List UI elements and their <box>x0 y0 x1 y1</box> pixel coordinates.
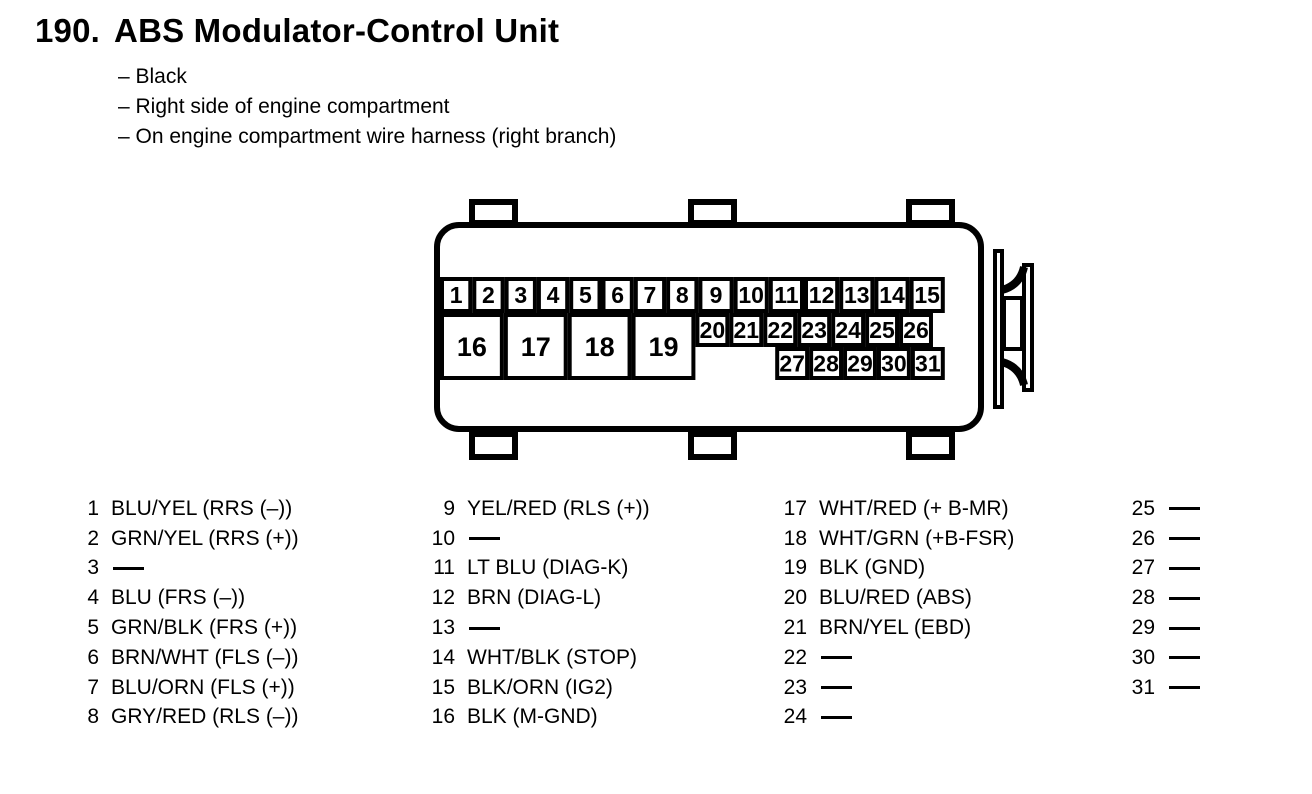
tab-bottom-left <box>472 434 515 457</box>
no-connection-dash <box>113 567 144 570</box>
legend-entry-3 <box>69 554 299 584</box>
no-connection-dash <box>1169 537 1200 540</box>
tab-bottom-center <box>691 434 734 457</box>
legend-entry-12 <box>425 583 650 613</box>
legend-wire-label: BLK (GND) <box>819 556 926 580</box>
no-connection-dash <box>1169 656 1200 659</box>
no-connection-dash <box>821 686 852 689</box>
legend-wire-label: LT BLU (DIAG-K) <box>467 556 629 580</box>
legend-entry-5 <box>69 613 299 643</box>
legend-entry-13 <box>425 613 650 643</box>
legend-wire-label: BLU/YEL (RRS (–)) <box>111 496 293 520</box>
legend-pin-number: 18 <box>783 526 807 550</box>
legend-pin-number: 28 <box>1131 586 1155 610</box>
legend-wire-label: GRN/YEL (RRS (+)) <box>111 526 299 550</box>
legend-entry-28 <box>1125 583 1200 613</box>
no-connection-dash <box>469 627 500 630</box>
note-line: – On engine compartment wire harness (right branch) <box>118 125 617 148</box>
legend-wire-label: WHT/BLK (STOP) <box>467 645 637 669</box>
no-connection-dash <box>821 656 852 659</box>
pin-number-4: 4 <box>546 282 560 308</box>
legend-entry-20 <box>777 583 1014 613</box>
pin-number-14: 14 <box>879 282 905 308</box>
legend-entry-7 <box>69 673 299 703</box>
legend-pin-number: 16 <box>431 705 455 729</box>
clip-hook-top <box>1002 267 1024 290</box>
legend-column-1 <box>69 494 299 732</box>
legend-wire-label: BRN (DIAG-L) <box>467 586 602 610</box>
pin-number-10: 10 <box>738 282 764 308</box>
pin-number-12: 12 <box>808 282 835 308</box>
legend-pin-number: 19 <box>783 556 807 580</box>
legend-pin-number: 29 <box>1131 616 1155 640</box>
pin-number-3: 3 <box>514 282 528 308</box>
pin-number-21: 21 <box>733 317 760 343</box>
pin-number-20: 20 <box>699 317 726 343</box>
legend-pin-number: 24 <box>783 705 807 729</box>
legend-pin-number: 3 <box>87 556 99 580</box>
legend-entry-9 <box>425 494 650 524</box>
no-connection-dash <box>1169 597 1200 600</box>
legend-pin-number: 23 <box>783 675 807 699</box>
note-line: – Black <box>118 65 187 88</box>
connector-side-clip <box>995 251 1032 407</box>
legend-wire-label: BRN/YEL (EBD) <box>819 616 972 640</box>
legend-pin-number: 6 <box>87 645 99 669</box>
legend-entry-16 <box>425 703 650 733</box>
no-connection-dash <box>1169 507 1200 510</box>
pin-number-31: 31 <box>915 350 941 377</box>
legend-entry-26 <box>1125 524 1200 554</box>
pin-number-30: 30 <box>881 350 907 377</box>
pin-number-19: 19 <box>648 332 679 362</box>
legend-wire-label: WHT/RED (+ B-MR) <box>819 496 1009 520</box>
legend-pin-number: 31 <box>1131 675 1155 699</box>
legend-wire-label: BRN/WHT (FLS (–)) <box>111 645 299 669</box>
pin-number-2: 2 <box>482 282 495 308</box>
pin-number-22: 22 <box>767 317 794 343</box>
pin-number-15: 15 <box>914 282 940 308</box>
legend-pin-number: 10 <box>431 526 455 550</box>
no-connection-dash <box>1169 627 1200 630</box>
tab-bottom-right <box>909 434 952 457</box>
legend-entry-31 <box>1125 673 1200 703</box>
legend-wire-label: BLU/RED (ABS) <box>819 586 972 610</box>
location-notes <box>118 62 616 152</box>
legend-entry-8 <box>69 703 299 733</box>
legend-entry-1 <box>69 494 299 524</box>
legend-wire-label: BLK/ORN (IG2) <box>467 675 613 699</box>
clip-latch <box>1004 298 1022 349</box>
connector-diagram <box>420 190 1060 480</box>
legend-pin-number: 9 <box>443 496 455 520</box>
pin-number-17: 17 <box>520 332 551 362</box>
pin-number-6: 6 <box>611 282 625 308</box>
pin-number-11: 11 <box>774 282 799 308</box>
no-connection-dash <box>1169 567 1200 570</box>
legend-wire-label: GRY/RED (RLS (–)) <box>111 705 299 729</box>
legend-pin-number: 21 <box>783 616 807 640</box>
legend-pin-number: 13 <box>431 616 455 640</box>
tab-top-center <box>691 202 734 223</box>
clip-rail <box>995 251 1002 407</box>
pin-number-29: 29 <box>847 350 873 377</box>
title-text: ABS Modulator-Control Unit <box>114 12 560 49</box>
pin-number-9: 9 <box>709 282 723 308</box>
legend-entry-29 <box>1125 613 1200 643</box>
legend-entry-6 <box>69 643 299 673</box>
clip-hook-bottom <box>1002 362 1024 385</box>
legend-pin-number: 17 <box>783 496 807 520</box>
legend-entry-23 <box>777 673 1014 703</box>
legend-entry-14 <box>425 643 650 673</box>
legend-pin-number: 1 <box>87 496 99 520</box>
pin-number-8: 8 <box>675 282 689 308</box>
legend-pin-number: 26 <box>1131 526 1155 550</box>
legend-wire-label: BLK (M-GND) <box>467 705 598 729</box>
note-line: – Right side of engine compartment <box>118 95 450 118</box>
legend-pin-number: 11 <box>433 556 455 580</box>
legend-entry-18 <box>777 524 1014 554</box>
legend-pin-number: 30 <box>1131 645 1155 669</box>
pin-grid <box>442 279 943 378</box>
legend-entry-30 <box>1125 643 1200 673</box>
legend-column-2 <box>425 494 650 732</box>
pin-number-7: 7 <box>643 282 657 308</box>
no-connection-dash <box>1169 686 1200 689</box>
pin-number-13: 13 <box>844 282 870 308</box>
tab-top-left <box>472 202 515 223</box>
legend-entry-27 <box>1125 554 1200 584</box>
pin-number-27: 27 <box>779 350 805 377</box>
legend-pin-number: 20 <box>783 586 807 610</box>
clip-arm <box>1024 265 1032 390</box>
legend-wire-label: YEL/RED (RLS (+)) <box>467 496 650 520</box>
pin-number-18: 18 <box>584 332 615 362</box>
pin-number-26: 26 <box>903 317 929 343</box>
pin-number-28: 28 <box>813 350 839 377</box>
legend-entry-4 <box>69 583 299 613</box>
legend-pin-number: 14 <box>431 645 455 669</box>
legend-wire-label: WHT/GRN (+B-FSR) <box>819 526 1015 550</box>
legend-column-4 <box>1125 494 1200 703</box>
legend-pin-number: 2 <box>87 526 99 550</box>
legend-entry-10 <box>425 524 650 554</box>
pin-number-24: 24 <box>835 317 861 343</box>
pin-number-16: 16 <box>456 332 487 362</box>
legend-pin-number: 25 <box>1131 496 1155 520</box>
legend-entry-2 <box>69 524 299 554</box>
no-connection-dash <box>821 716 852 719</box>
legend-pin-number: 5 <box>87 616 99 640</box>
pin-number-23: 23 <box>801 317 827 343</box>
legend-wire-label: BLU (FRS (–)) <box>111 586 246 610</box>
legend-pin-number: 7 <box>87 675 99 699</box>
legend-entry-11 <box>425 554 650 584</box>
pin-number-1: 1 <box>449 282 463 308</box>
legend-wire-label: BLU/ORN (FLS (+)) <box>111 675 295 699</box>
legend-entry-24 <box>777 703 1014 733</box>
legend-entry-25 <box>1125 494 1200 524</box>
tab-top-right <box>909 202 952 223</box>
legend-pin-number: 8 <box>87 705 99 729</box>
legend-pin-number: 27 <box>1131 556 1155 580</box>
legend-pin-number: 15 <box>431 675 455 699</box>
legend-column-3 <box>777 494 1014 732</box>
legend-entry-21 <box>777 613 1014 643</box>
page-title <box>35 12 559 50</box>
legend-pin-number: 4 <box>87 586 99 610</box>
legend-entry-19 <box>777 554 1014 584</box>
legend-pin-number: 12 <box>431 586 455 610</box>
legend-entry-17 <box>777 494 1014 524</box>
legend-entry-15 <box>425 673 650 703</box>
pin-number-25: 25 <box>869 317 895 343</box>
no-connection-dash <box>469 537 500 540</box>
section-number: 190. <box>35 12 101 49</box>
legend-pin-number: 22 <box>783 645 807 669</box>
legend-entry-22 <box>777 643 1014 673</box>
pin-number-5: 5 <box>578 282 592 308</box>
legend-wire-label: GRN/BLK (FRS (+)) <box>111 616 298 640</box>
